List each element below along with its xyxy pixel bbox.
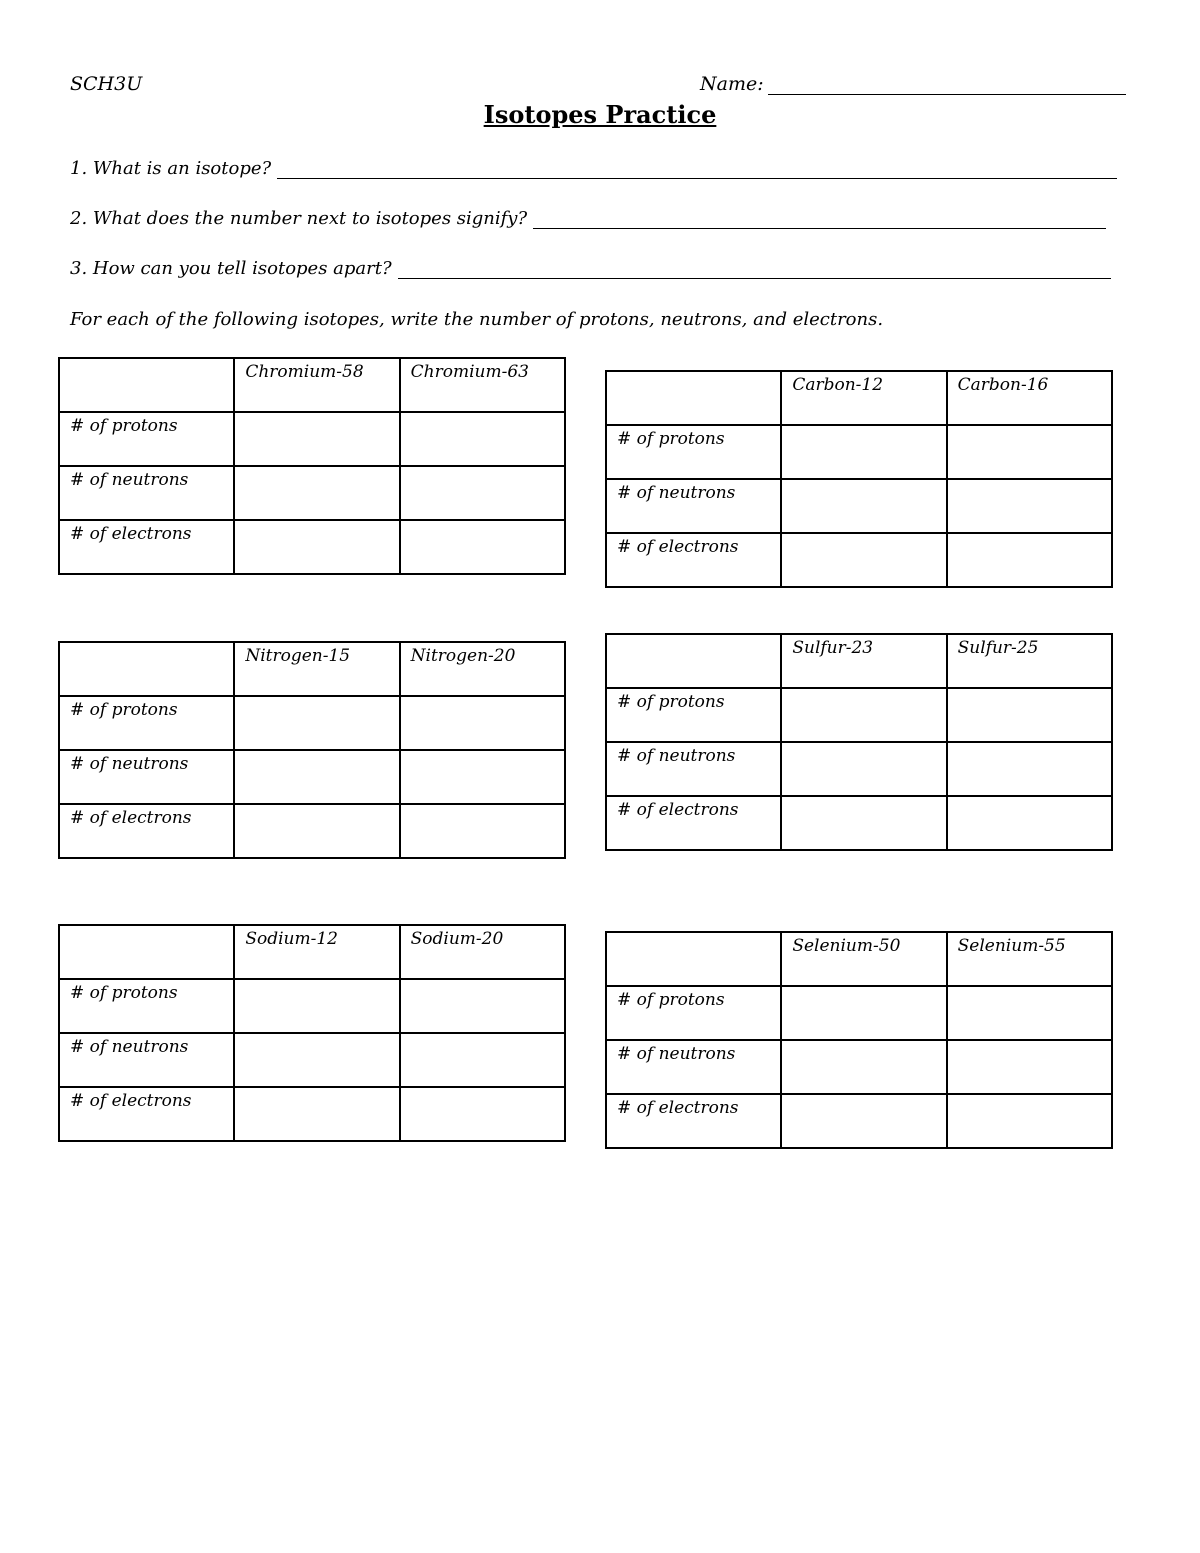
table-header-row — [606, 371, 1112, 425]
name-field — [700, 73, 1126, 95]
answer-cell[interactable] — [400, 1087, 565, 1141]
isotope-header: Sulfur-23 — [781, 634, 946, 688]
row-label-neutrons: # of neutrons — [59, 466, 234, 520]
answer-cell[interactable] — [234, 520, 399, 574]
isotope-header: Nitrogen-20 — [400, 642, 565, 696]
table-row — [606, 742, 1112, 796]
course-code: SCH3U — [70, 73, 143, 95]
answer-cell[interactable] — [781, 796, 946, 850]
table-row — [59, 804, 565, 858]
table-row — [59, 750, 565, 804]
answer-cell[interactable] — [400, 1033, 565, 1087]
answer-cell[interactable] — [947, 479, 1112, 533]
isotope-header: Sodium-12 — [234, 925, 399, 979]
isotope-table-chromium — [58, 357, 566, 575]
row-label-protons: # of protons — [606, 986, 781, 1040]
isotope-table-sulfur — [605, 633, 1113, 851]
answer-cell[interactable] — [947, 742, 1112, 796]
table-header-row — [59, 642, 565, 696]
answer-cell[interactable] — [947, 425, 1112, 479]
table-row — [606, 688, 1112, 742]
corner-cell — [606, 371, 781, 425]
table-header-row — [606, 634, 1112, 688]
name-blank-line[interactable] — [768, 74, 1126, 95]
answer-cell[interactable] — [400, 520, 565, 574]
answer-cell[interactable] — [947, 533, 1112, 587]
table-row — [606, 533, 1112, 587]
answer-cell[interactable] — [400, 412, 565, 466]
question-2-text: 2. What does the number next to isotopes signify? — [70, 208, 528, 229]
question-3-text: 3. How can you tell isotopes apart? — [70, 258, 392, 279]
answer-cell[interactable] — [234, 979, 399, 1033]
isotope-header: Chromium-63 — [400, 358, 565, 412]
row-label-neutrons: # of neutrons — [606, 479, 781, 533]
row-label-electrons: # of electrons — [59, 520, 234, 574]
isotope-table-carbon — [605, 370, 1113, 588]
answer-cell[interactable] — [234, 1087, 399, 1141]
answer-cell[interactable] — [234, 804, 399, 858]
row-label-protons: # of protons — [606, 688, 781, 742]
answer-cell[interactable] — [781, 1094, 946, 1148]
corner-cell — [606, 634, 781, 688]
answer-cell[interactable] — [234, 750, 399, 804]
answer-cell[interactable] — [947, 688, 1112, 742]
isotope-header: Sodium-20 — [400, 925, 565, 979]
table-row — [606, 796, 1112, 850]
answer-cell[interactable] — [781, 425, 946, 479]
corner-cell — [606, 932, 781, 986]
answer-cell[interactable] — [781, 1040, 946, 1094]
name-label: Name: — [700, 73, 764, 95]
question-1 — [70, 158, 1117, 179]
row-label-neutrons: # of neutrons — [606, 1040, 781, 1094]
answer-cell[interactable] — [400, 466, 565, 520]
question-2 — [70, 208, 1106, 229]
question-3-answer-line[interactable] — [398, 260, 1111, 279]
corner-cell — [59, 925, 234, 979]
answer-cell[interactable] — [400, 696, 565, 750]
row-label-electrons: # of electrons — [59, 1087, 234, 1141]
row-label-protons: # of protons — [59, 696, 234, 750]
answer-cell[interactable] — [781, 688, 946, 742]
table-row — [59, 520, 565, 574]
table-header-row — [606, 932, 1112, 986]
isotope-header: Selenium-55 — [947, 932, 1112, 986]
table-header-row — [59, 925, 565, 979]
isotope-table-nitrogen — [58, 641, 566, 859]
corner-cell — [59, 358, 234, 412]
question-3 — [70, 258, 1111, 279]
answer-cell[interactable] — [947, 1094, 1112, 1148]
row-label-electrons: # of electrons — [606, 533, 781, 587]
isotope-header: Carbon-12 — [781, 371, 946, 425]
question-1-text: 1. What is an isotope? — [70, 158, 272, 179]
table-row — [606, 425, 1112, 479]
row-label-electrons: # of electrons — [59, 804, 234, 858]
answer-cell[interactable] — [781, 479, 946, 533]
page-title: Isotopes Practice — [483, 100, 717, 129]
row-label-electrons: # of electrons — [606, 796, 781, 850]
isotope-header: Chromium-58 — [234, 358, 399, 412]
isotope-header: Nitrogen-15 — [234, 642, 399, 696]
answer-cell[interactable] — [781, 533, 946, 587]
table-row — [606, 479, 1112, 533]
table-row — [59, 1033, 565, 1087]
answer-cell[interactable] — [234, 412, 399, 466]
table-row — [59, 1087, 565, 1141]
isotope-header: Carbon-16 — [947, 371, 1112, 425]
isotope-table-selenium — [605, 931, 1113, 1149]
answer-cell[interactable] — [400, 979, 565, 1033]
answer-cell[interactable] — [781, 742, 946, 796]
answer-cell[interactable] — [234, 696, 399, 750]
row-label-protons: # of protons — [59, 412, 234, 466]
row-label-electrons: # of electrons — [606, 1094, 781, 1148]
row-label-protons: # of protons — [59, 979, 234, 1033]
table-row — [59, 412, 565, 466]
answer-cell[interactable] — [234, 1033, 399, 1087]
isotope-header: Selenium-50 — [781, 932, 946, 986]
row-label-neutrons: # of neutrons — [606, 742, 781, 796]
table-row — [606, 1040, 1112, 1094]
isotope-header: Sulfur-25 — [947, 634, 1112, 688]
table-header-row — [59, 358, 565, 412]
answer-cell[interactable] — [947, 796, 1112, 850]
isotope-table-sodium — [58, 924, 566, 1142]
row-label-protons: # of protons — [606, 425, 781, 479]
answer-cell[interactable] — [781, 986, 946, 1040]
table-row — [606, 986, 1112, 1040]
table-row — [59, 696, 565, 750]
question-2-answer-line[interactable] — [533, 210, 1106, 229]
table-row — [606, 1094, 1112, 1148]
table-row — [59, 979, 565, 1033]
answer-cell[interactable] — [947, 986, 1112, 1040]
row-label-neutrons: # of neutrons — [59, 1033, 234, 1087]
answer-cell[interactable] — [234, 466, 399, 520]
corner-cell — [59, 642, 234, 696]
instructions: For each of the following isotopes, write the number of protons, neutrons, and electrons. — [70, 309, 884, 330]
answer-cell[interactable] — [400, 804, 565, 858]
answer-cell[interactable] — [947, 1040, 1112, 1094]
answer-cell[interactable] — [400, 750, 565, 804]
row-label-neutrons: # of neutrons — [59, 750, 234, 804]
question-1-answer-line[interactable] — [277, 160, 1117, 179]
table-row — [59, 466, 565, 520]
